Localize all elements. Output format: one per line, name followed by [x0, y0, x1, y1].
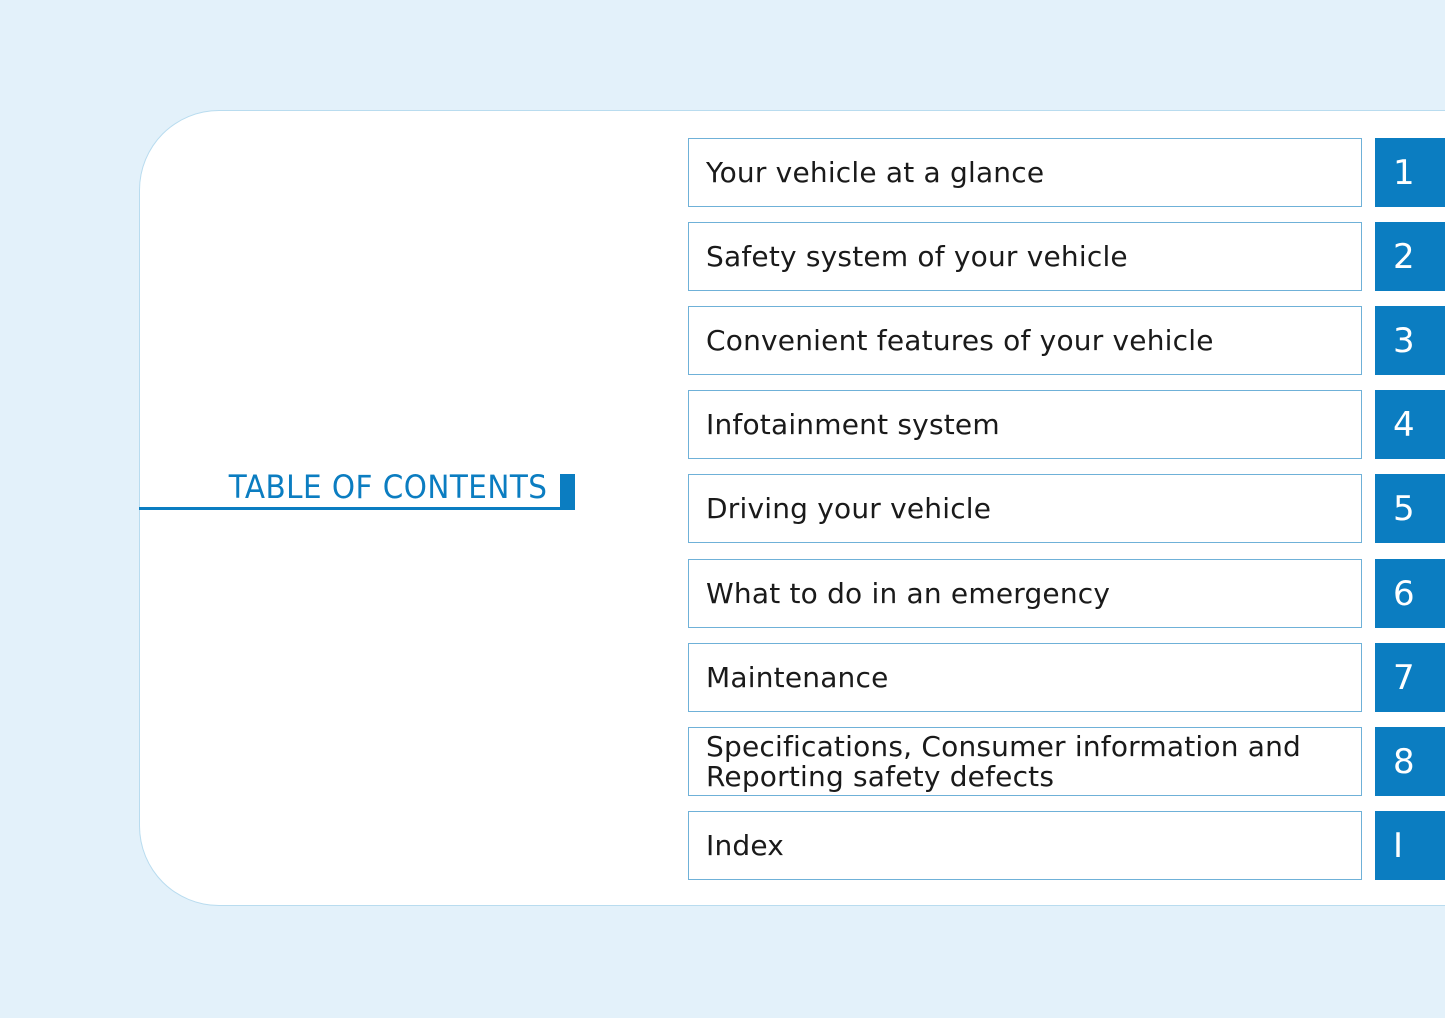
chapter-box[interactable] — [688, 727, 1362, 796]
chapter-tab[interactable]: I — [1375, 811, 1445, 880]
chapter-entry-4[interactable] — [688, 390, 1445, 459]
chapter-box[interactable] — [688, 643, 1362, 712]
toc-heading — [139, 466, 575, 510]
chapter-label: Convenient features of your vehicle — [706, 323, 1214, 357]
chapter-box[interactable] — [688, 390, 1362, 459]
chapter-tab[interactable]: 3 — [1375, 306, 1445, 375]
chapter-tab[interactable]: 6 — [1375, 559, 1445, 628]
chapter-label: Infotainment system — [706, 407, 1000, 441]
chapter-label: Your vehicle at a glance — [706, 155, 1045, 189]
chapter-tab[interactable]: 4 — [1375, 390, 1445, 459]
chapter-label: Specifications, Consumer information and Reporting safety defects — [706, 729, 1302, 793]
chapter-label: Index — [706, 828, 785, 862]
chapter-entry-8[interactable] — [688, 727, 1445, 796]
chapter-entry-index[interactable] — [688, 811, 1445, 880]
toc-title-underline — [139, 507, 575, 510]
chapter-entry-6[interactable] — [688, 559, 1445, 628]
chapter-box[interactable] — [688, 222, 1362, 291]
chapter-tab[interactable]: 7 — [1375, 643, 1445, 712]
chapter-box[interactable] — [688, 474, 1362, 543]
chapter-entry-2[interactable] — [688, 222, 1445, 291]
chapter-tab[interactable]: 1 — [1375, 138, 1445, 207]
toc-title: TABLE OF CONTENTS — [228, 468, 547, 506]
chapter-tab[interactable]: 8 — [1375, 727, 1445, 796]
chapter-label: Safety system of your vehicle — [706, 239, 1128, 273]
chapter-box[interactable] — [688, 559, 1362, 628]
chapter-entry-5[interactable] — [688, 474, 1445, 543]
chapter-box[interactable] — [688, 138, 1362, 207]
chapter-entry-3[interactable] — [688, 306, 1445, 375]
chapter-label: Maintenance — [706, 660, 889, 694]
chapter-tab[interactable]: 2 — [1375, 222, 1445, 291]
chapter-box[interactable] — [688, 811, 1362, 880]
chapter-entry-7[interactable] — [688, 643, 1445, 712]
chapter-entry-1[interactable] — [688, 138, 1445, 207]
chapter-label: What to do in an emergency — [706, 576, 1111, 610]
chapter-box[interactable] — [688, 306, 1362, 375]
chapter-tab[interactable]: 5 — [1375, 474, 1445, 543]
chapter-label: Driving your vehicle — [706, 491, 992, 525]
toc-title-marker — [560, 474, 575, 508]
